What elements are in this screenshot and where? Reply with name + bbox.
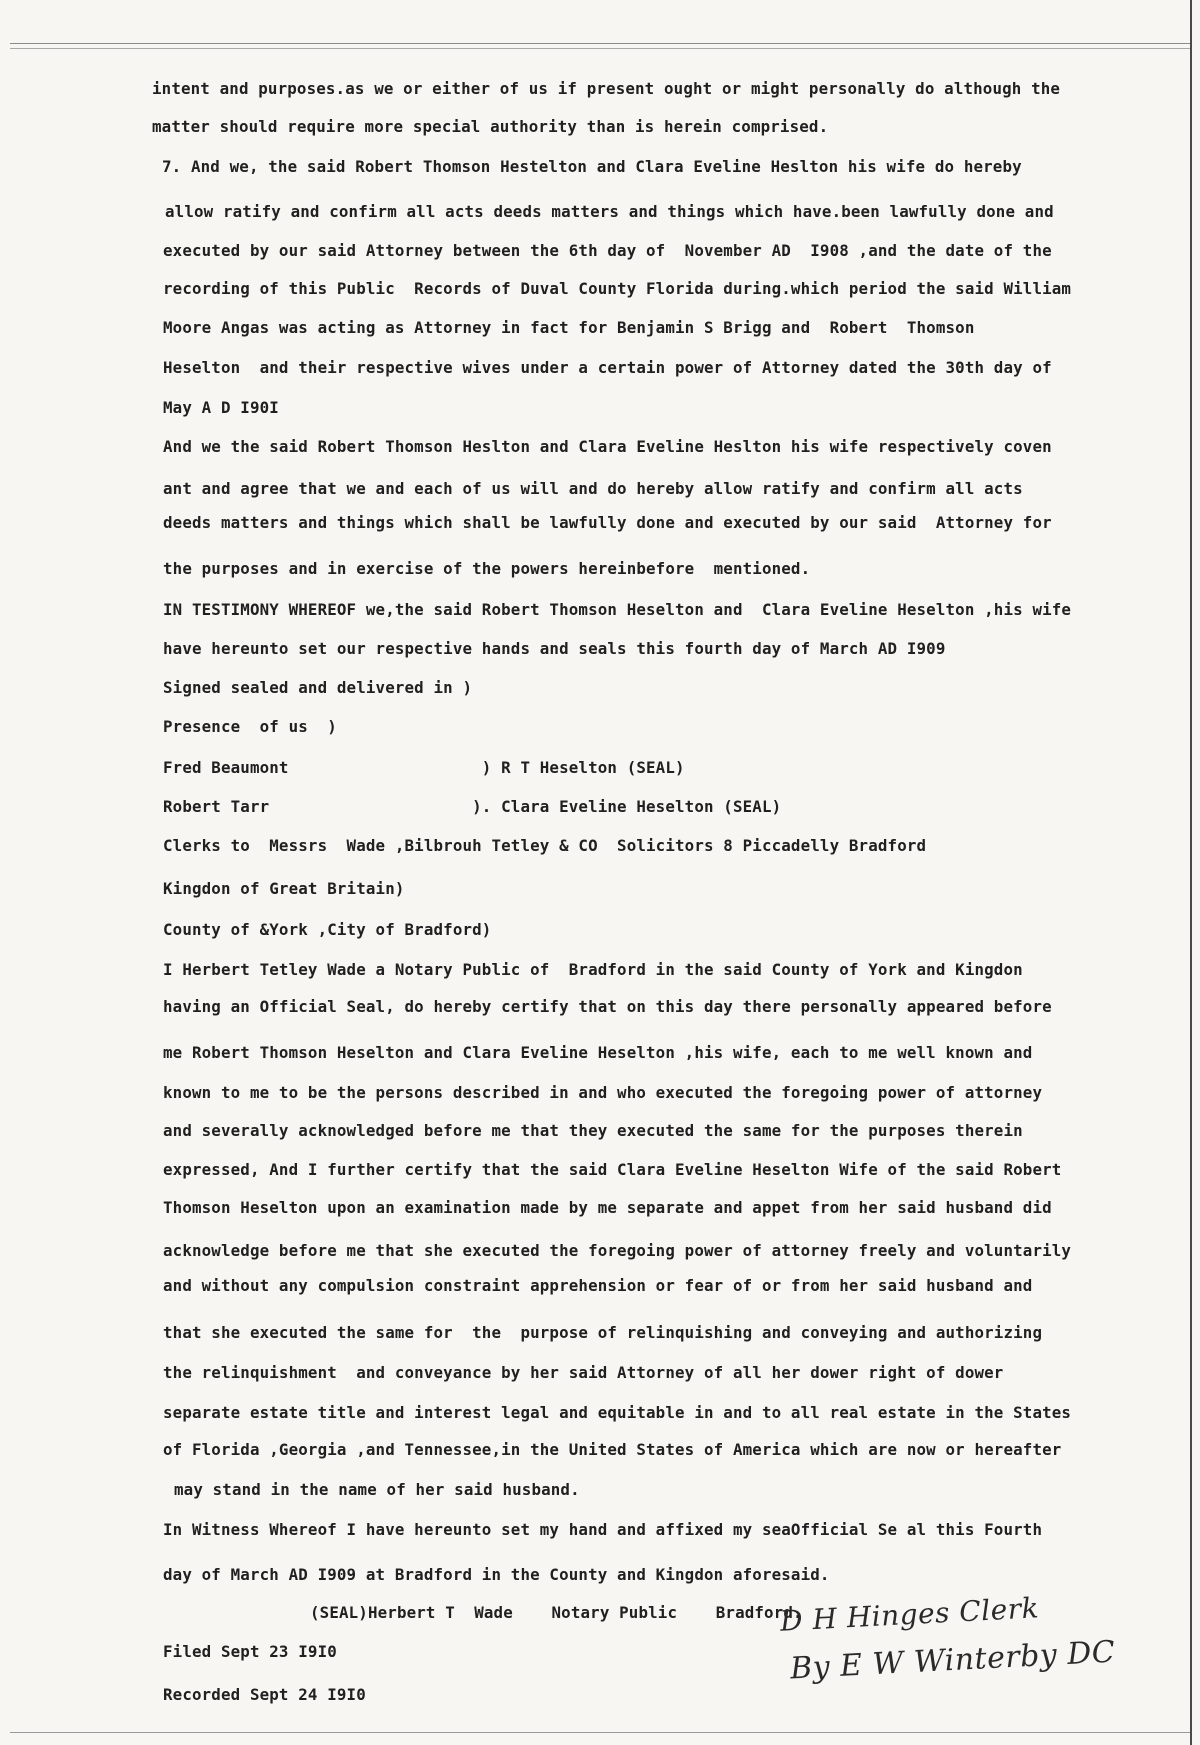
text-line: acknowledge before me that she executed the foregoing power of attorney freely and voluntarily	[163, 1241, 1072, 1260]
text-line: recording of this Public Records of Duval County Florida during.which period the said William	[163, 279, 1072, 298]
text-line: Presence of us )	[163, 717, 337, 736]
text-line: have hereunto set our respective hands and seals this fourth day of March AD I909	[163, 639, 946, 658]
deputy-clerk-signature: By E W Winterby DC	[789, 1634, 1117, 1687]
text-line: of Florida ,Georgia ,and Tennessee,in the United States of America which are now or hereafter	[163, 1440, 1062, 1459]
notary-signature-line: (SEAL)Herbert T Wade Notary Public Bradford.	[310, 1603, 803, 1622]
filed-date: Filed Sept 23 I9I0	[163, 1642, 337, 1661]
text-line: that she executed the same for the purpose of relinquishing and conveying and authorizing	[163, 1323, 1043, 1342]
text-line: Fred Beaumont ) R T Heselton (SEAL)	[163, 758, 685, 777]
clerk-signature: D H Hinges Clerk	[779, 1591, 1040, 1638]
text-line: known to me to be the persons described in and who executed the foregoing power of attorney	[163, 1083, 1043, 1102]
text-line: the relinquishment and conveyance by her said Attorney of all her dower right of dower	[163, 1363, 1004, 1382]
recorded-date: Recorded Sept 24 I9I0	[163, 1685, 366, 1704]
text-line: And we the said Robert Thomson Heslton and Clara Eveline Heslton his wife respectively coven	[163, 437, 1052, 456]
bottom-rule	[10, 1732, 1190, 1733]
text-line: and severally acknowledged before me that they executed the same for the purposes therein	[163, 1121, 1023, 1140]
top-rule	[10, 43, 1190, 44]
text-line: Signed sealed and delivered in )	[163, 678, 473, 697]
text-line: Kingdon of Great Britain)	[163, 879, 405, 898]
right-edge-line	[1190, 0, 1192, 1745]
top-rule-secondary	[10, 48, 1190, 49]
text-line: allow ratify and confirm all acts deeds matters and things which have.been lawfully done and	[165, 202, 1054, 221]
text-line: expressed, And I further certify that the said Clara Eveline Heselton Wife of the said Robert	[163, 1160, 1062, 1179]
text-line: County of &York ,City of Bradford)	[163, 920, 492, 939]
text-line: ant and agree that we and each of us will and do hereby allow ratify and confirm all acts	[163, 479, 1023, 498]
text-line: Clerks to Messrs Wade ,Bilbrouh Tetley & CO Solicitors 8 Piccadelly Bradford	[163, 836, 927, 855]
text-line: 7. And we, the said Robert Thomson Hestelton and Clara Eveline Heslton his wife do hereby	[162, 157, 1022, 176]
text-line: day of March AD I909 at Bradford in the County and Kingdon aforesaid.	[163, 1565, 830, 1584]
text-line: Heselton and their respective wives under a certain power of Attorney dated the 30th day of	[163, 358, 1052, 377]
text-line: intent and purposes.as we or either of us if present ought or might personally do although the	[152, 79, 1061, 98]
text-line: Robert Tarr ). Clara Eveline Heselton (SEAL)	[163, 797, 782, 816]
text-line: I Herbert Tetley Wade a Notary Public of Bradford in the said County of York and Kingdon	[163, 960, 1023, 979]
text-line: executed by our said Attorney between the 6th day of November AD I908 ,and the date of the	[163, 241, 1052, 260]
text-line: and without any compulsion constraint apprehension or fear of or from her said husband and	[163, 1276, 1033, 1295]
text-line: separate estate title and interest legal and equitable in and to all real estate in the States	[163, 1403, 1072, 1422]
text-line: Thomson Heselton upon an examination made by me separate and appet from her said husband did	[163, 1198, 1052, 1217]
text-line: may stand in the name of her said husband.	[174, 1480, 580, 1499]
text-line: me Robert Thomson Heselton and Clara Eveline Heselton ,his wife, each to me well known and	[163, 1043, 1033, 1062]
text-line: May A D I90I	[163, 398, 279, 417]
text-line: the purposes and in exercise of the powers hereinbefore mentioned.	[163, 559, 811, 578]
text-line: In Witness Whereof I have hereunto set my hand and affixed my seaOfficial Se al this Fourth	[163, 1520, 1043, 1539]
text-line: having an Official Seal, do hereby certify that on this day there personally appeared before	[163, 997, 1052, 1016]
text-line: deeds matters and things which shall be lawfully done and executed by our said Attorney for	[163, 513, 1052, 532]
text-line: Moore Angas was acting as Attorney in fact for Benjamin S Brigg and Robert Thomson	[163, 318, 975, 337]
text-line: IN TESTIMONY WHEREOF we,the said Robert Thomson Heselton and Clara Eveline Heselton ,his wife	[163, 600, 1072, 619]
text-line: matter should require more special authority than is herein comprised.	[152, 117, 829, 136]
